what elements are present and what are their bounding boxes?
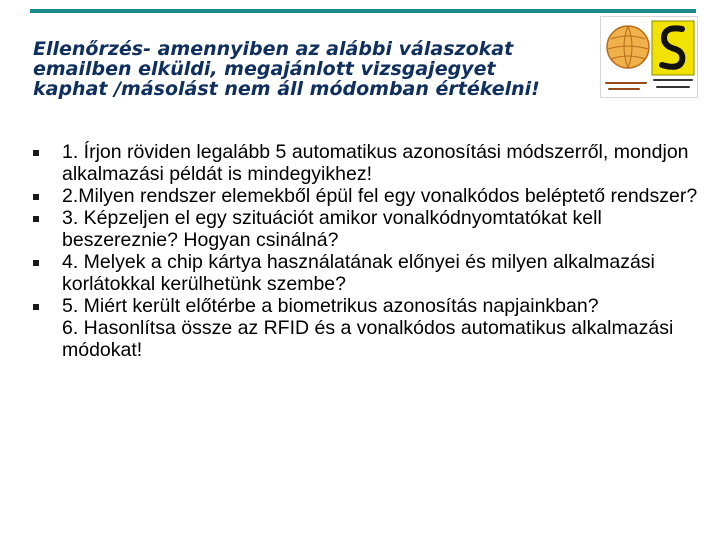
bullet-icon bbox=[33, 150, 39, 156]
item-text: 4. Melyek a chip kártya használatának előnyei és milyen alkalmazási korlátokkal kerülhetünk szembe? bbox=[62, 251, 655, 295]
gabor-denes-logo bbox=[605, 21, 651, 77]
bullet-icon bbox=[33, 260, 39, 266]
bullet-icon bbox=[33, 216, 39, 222]
item-text: 2.Milyen rendszer elemekből épül fel egy vonalkódos beléptető rendszer? bbox=[62, 185, 698, 207]
top-rule bbox=[30, 9, 696, 13]
item-continuation-text: 6. Hasonlítsa össze az RFID és a vonalkódos automatikus alkalmazási módokat! bbox=[62, 317, 674, 361]
list-item bbox=[33, 185, 703, 207]
slide-title: Ellenőrzés- amennyiben az alábbi válaszokat emailben elküldi, megajánlott vizsgajegyet kaphat /másolást nem áll módomban értékelni! bbox=[33, 38, 540, 100]
item-text: 1. Írjon röviden legalább 5 automatikus azonosítási módszerről, mondjon alkalmazási példát is mindegyikhez! bbox=[62, 141, 689, 185]
gabor-denes-wordmark bbox=[603, 77, 651, 95]
list-item bbox=[33, 141, 703, 185]
sarkany-logo bbox=[651, 20, 695, 94]
question-list bbox=[33, 141, 703, 361]
list-item bbox=[33, 251, 703, 295]
logo-box bbox=[600, 16, 698, 98]
bullet-icon bbox=[33, 194, 39, 200]
bullet-icon bbox=[33, 304, 39, 310]
list-item bbox=[33, 295, 703, 361]
item-text: 3. Képzeljen el egy szituációt amikor vonalkódnyomtatókat kell beszereznie? Hogyan csinálná? bbox=[62, 207, 602, 251]
item-text: 5. Miért került előtérbe a biometrikus azonosítás napjainkban? bbox=[62, 295, 599, 317]
list-item bbox=[33, 207, 703, 251]
